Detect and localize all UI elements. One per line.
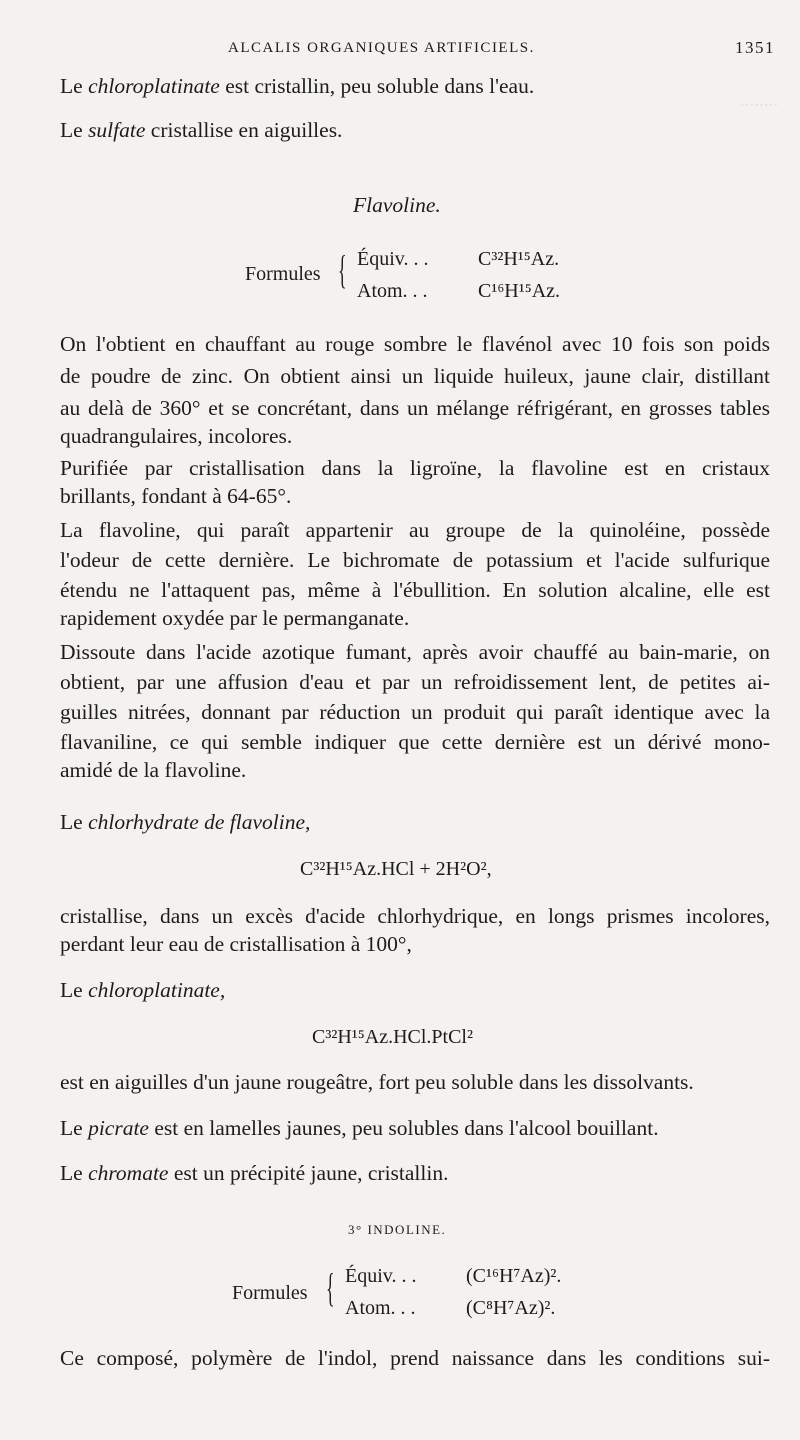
chloroplatinate-text: est en aiguilles d'un jaune rougeâtre, fort peu soluble dans les dissolvants.: [60, 1070, 694, 1094]
chlorhydrate-formula: C³²H¹⁵Az.HCl + 2H²O²,: [300, 858, 492, 880]
flavoline-title: Flavoline.: [353, 193, 441, 217]
indoline-atom-formula: (C⁸H⁷Az)².: [466, 1297, 556, 1319]
chlorhydrate-intro: Le chlorhydrate de flavoline,: [60, 810, 311, 834]
para2-line1: Purifiée par cristallisation dans la ligroïne, la flavoline est en cristaux: [60, 456, 770, 480]
page-number: 1351: [735, 38, 775, 57]
indoline-last-line: Ce composé, polymère de l'indol, prend naissance dans les conditions sui-: [60, 1346, 770, 1370]
indoline-formulas-label: Formules: [232, 1282, 308, 1304]
para4-line1: Dissoute dans l'acide azotique fumant, après avoir chauffé au bain-marie, on: [60, 640, 770, 664]
para3-line1: La flavoline, qui paraît appartenir au groupe de la quinoléine, possède: [60, 518, 770, 542]
para4-line4: flavaniline, ce qui semble indiquer que cette dernière est un dérivé mono-: [60, 730, 770, 754]
para3-line2: l'odeur de cette dernière. Le bichromate de potassium et l'acide sulfurique: [60, 548, 770, 572]
indoline-atom-label: Atom. . .: [345, 1297, 416, 1319]
brace-glyph: {: [338, 247, 347, 292]
indoline-equiv-label: Équiv. . .: [345, 1265, 417, 1287]
para1-line2: de poudre de zinc. On obtient ainsi un liquide huileux, jaune clair, distillant: [60, 364, 770, 388]
para1-line4: quadrangulaires, incolores.: [60, 424, 293, 448]
para2-line2: brillants, fondant à 64-65°.: [60, 484, 292, 508]
chromate-line: Le chromate est un précipité jaune, cristallin.: [60, 1161, 449, 1185]
chloroplatinate-line: Le chloroplatinate est cristallin, peu soluble dans l'eau.: [60, 74, 535, 98]
indoline-heading: 3° INDOLINE.: [348, 1222, 447, 1237]
bleed-through: ........: [740, 90, 778, 111]
flavoline-equiv-formula: C³²H¹⁵Az.: [478, 248, 560, 270]
picrate-line: Le picrate est en lamelles jaunes, peu solubles dans l'alcool bouillant.: [60, 1116, 659, 1140]
para4-line3: guilles nitrées, donnant par réduction un produit qui paraît identique avec la: [60, 700, 770, 724]
chloroplatinate-formula: C³²H¹⁵Az.HCl.PtCl²: [312, 1026, 473, 1048]
flavoline-equiv-label: Équiv. . .: [357, 248, 429, 270]
flavoline-atom-label: Atom. . .: [357, 280, 428, 302]
chlorhydrate-text-line2: perdant leur eau de cristallisation à 100°,: [60, 932, 412, 956]
running-title: ALCALIS ORGANIQUES ARTIFICIELS.: [228, 40, 535, 56]
para3-line4: rapidement oxydée par le permanganate.: [60, 606, 410, 630]
para4-line2: obtient, par une affusion d'eau et par un refroidissement lent, de petites ai-: [60, 670, 770, 694]
para4-line5: amidé de la flavoline.: [60, 758, 247, 782]
brace-glyph: {: [326, 1265, 335, 1310]
para1-line3: au delà de 360° et se concrétant, dans un mélange réfrigérant, en grosses tables: [60, 396, 770, 420]
para1-line1: On l'obtient en chauffant au rouge sombre le flavénol avec 10 fois son poids: [60, 332, 770, 356]
indoline-equiv-formula: (C¹⁶H⁷Az)².: [466, 1265, 562, 1287]
sulfate-line: Le sulfate cristallise en aiguilles.: [60, 118, 343, 142]
flavoline-formulas-label: Formules: [245, 263, 321, 285]
flavoline-atom-formula: C¹⁶H¹⁵Az.: [478, 280, 561, 302]
chlorhydrate-text-line1: cristallise, dans un excès d'acide chlorhydrique, en longs prismes incolores,: [60, 904, 770, 928]
chloroplatinate-intro: Le chloroplatinate,: [60, 978, 226, 1002]
para3-line3: étendu ne l'attaquent pas, même à l'ébullition. En solution alcaline, elle est: [60, 578, 770, 602]
